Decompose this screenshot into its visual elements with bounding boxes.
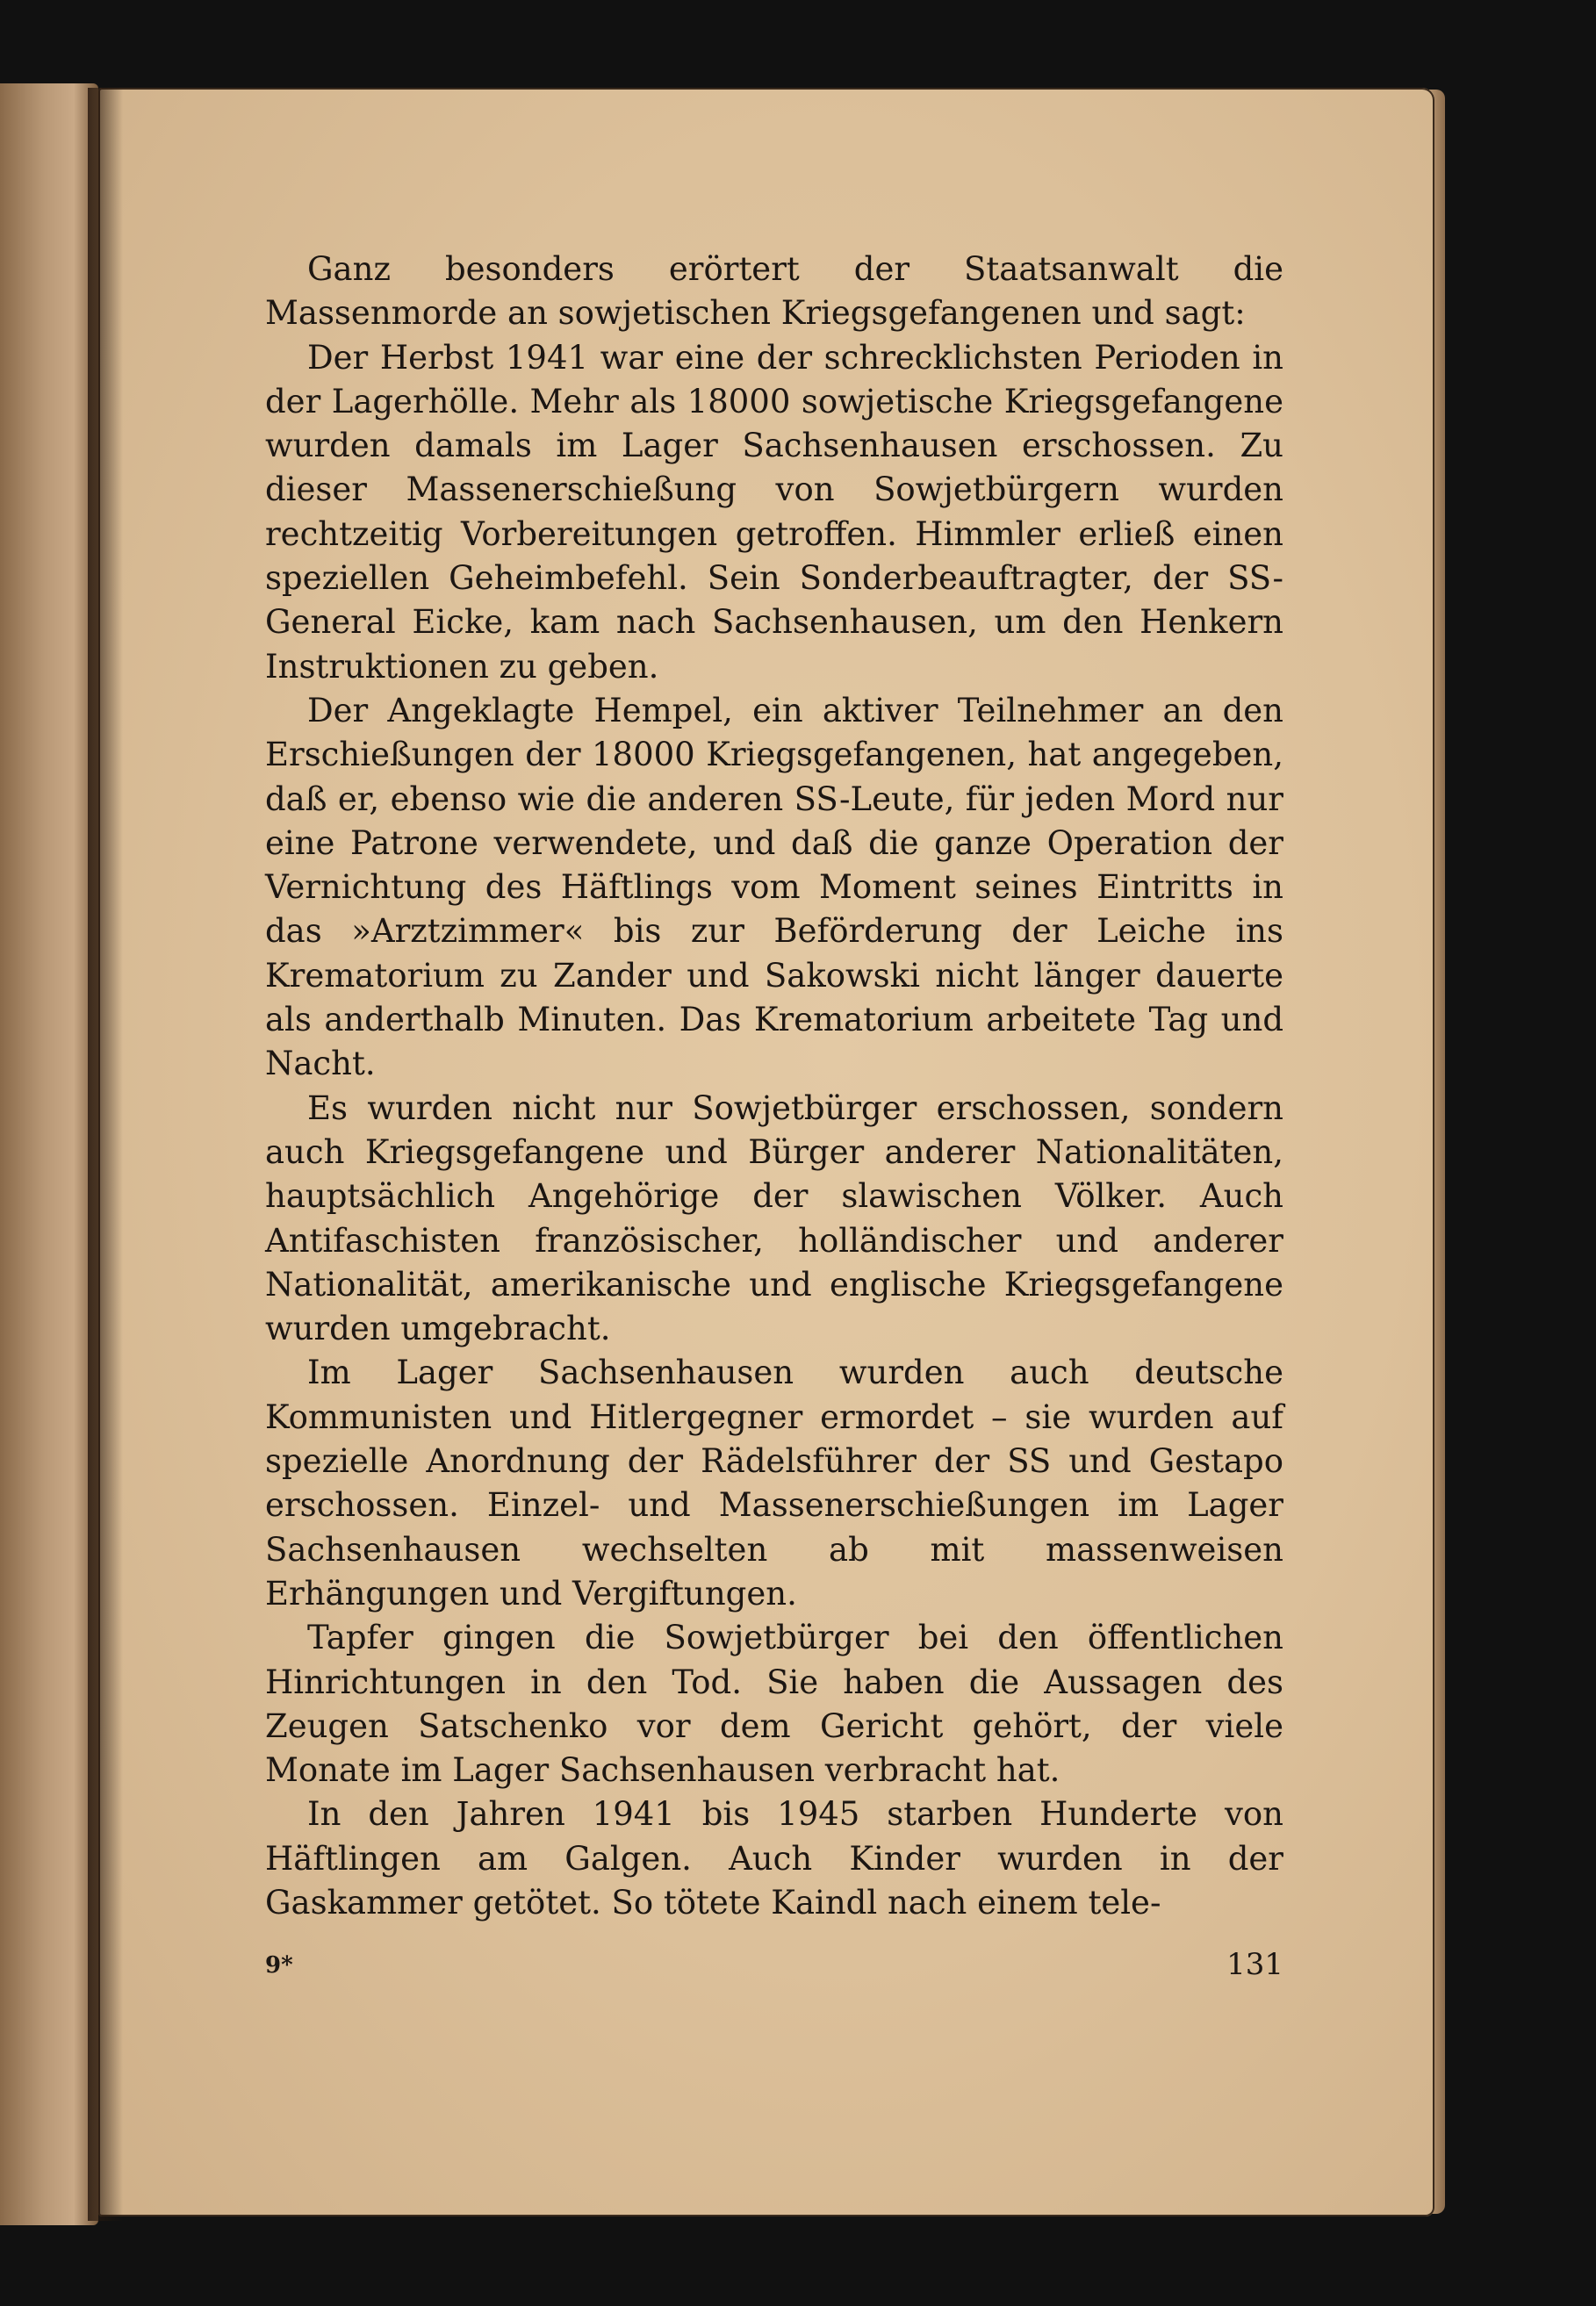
paragraph-5: Im Lager Sachsenhausen wurden auch deutsche Kommunisten und Hitlergegner ermordet – sie wurden auf spezielle Anordnung der Rädelsführer der SS und Gestapo erschossen. Einzel- und Massenerschießungen im Lager Sachsenhausen wechselten ab mit massenweisen Erhängungen und Vergiftungen.	[265, 1354, 1283, 1613]
signature-mark: 9*	[265, 1952, 293, 1979]
paragraph-6: Tapfer gingen die Sowjetbürger bei den öffentlichen Hinrichtungen in den Tod. Sie haben die Aussagen des Zeugen Satschenko vor dem Gericht gehört, der viele Monate im Lager Sachsenhausen verbracht hat.	[265, 1619, 1283, 1790]
page-number: 131	[1226, 1947, 1283, 1982]
page-footer	[265, 1947, 1283, 1982]
paragraph-2: Der Herbst 1941 war eine der schrecklichsten Perioden in der Lagerhölle. Mehr als 18000 sowjetische Kriegsgefangene wurden damals im Lager Sachsenhausen erschossen. Zu dieser Massenerschießung von Sowjetbürgern wurden rechtzeitig Vorbereitungen getroffen. Himmler erließ einen speziellen Geheimbefehl. Sein Sonderbeauftragter, der SS-General Eicke, kam nach Sachsenhausen, um den Henkern Instruktionen zu geben.	[265, 338, 1283, 686]
paragraph-4: Es wurden nicht nur Sowjetbürger erschossen, sondern auch Kriegsgefangene und Bürger anderer Nationalitäten, hauptsächlich Angehörige der slawischen Völker. Auch Antifaschisten französischer, holländischer und anderer Nationalität, amerikanische und englische Kriegsgefangene wurden umgebracht.	[265, 1088, 1283, 1348]
left-page-edge	[0, 83, 98, 2225]
page-text	[265, 248, 1283, 1925]
paragraph-7: In den Jahren 1941 bis 1945 starben Hunderte von Häftlingen am Galgen. Auch Kinder wurden in der Gaskammer getötet. So tötete Kaindl nach einem tele-	[265, 1795, 1283, 1922]
paragraph-3: Der Angeklagte Hempel, ein aktiver Teilnehmer an den Erschießungen der 18000 Kriegsgefangenen, hat angegeben, daß er, ebenso wie die anderen SS-Leute, für jeden Mord nur eine Patrone verwendete, und daß die ganze Operation der Vernichtung des Häftlings vom Moment seines Eintritts in das »Arztzimmer« bis zur Beförderung der Leiche ins Krematorium zu Zander und Sakowski nicht länger dauerte als anderthalb Minuten. Das Krematorium arbeitete Tag und Nacht.	[265, 691, 1283, 1083]
paragraph-1: Ganz besonders erörtert der Staatsanwalt die Massenmorde an sowjetischen Kriegsgefangenen und sagt:	[265, 250, 1283, 333]
spine-shadow	[88, 88, 123, 2221]
